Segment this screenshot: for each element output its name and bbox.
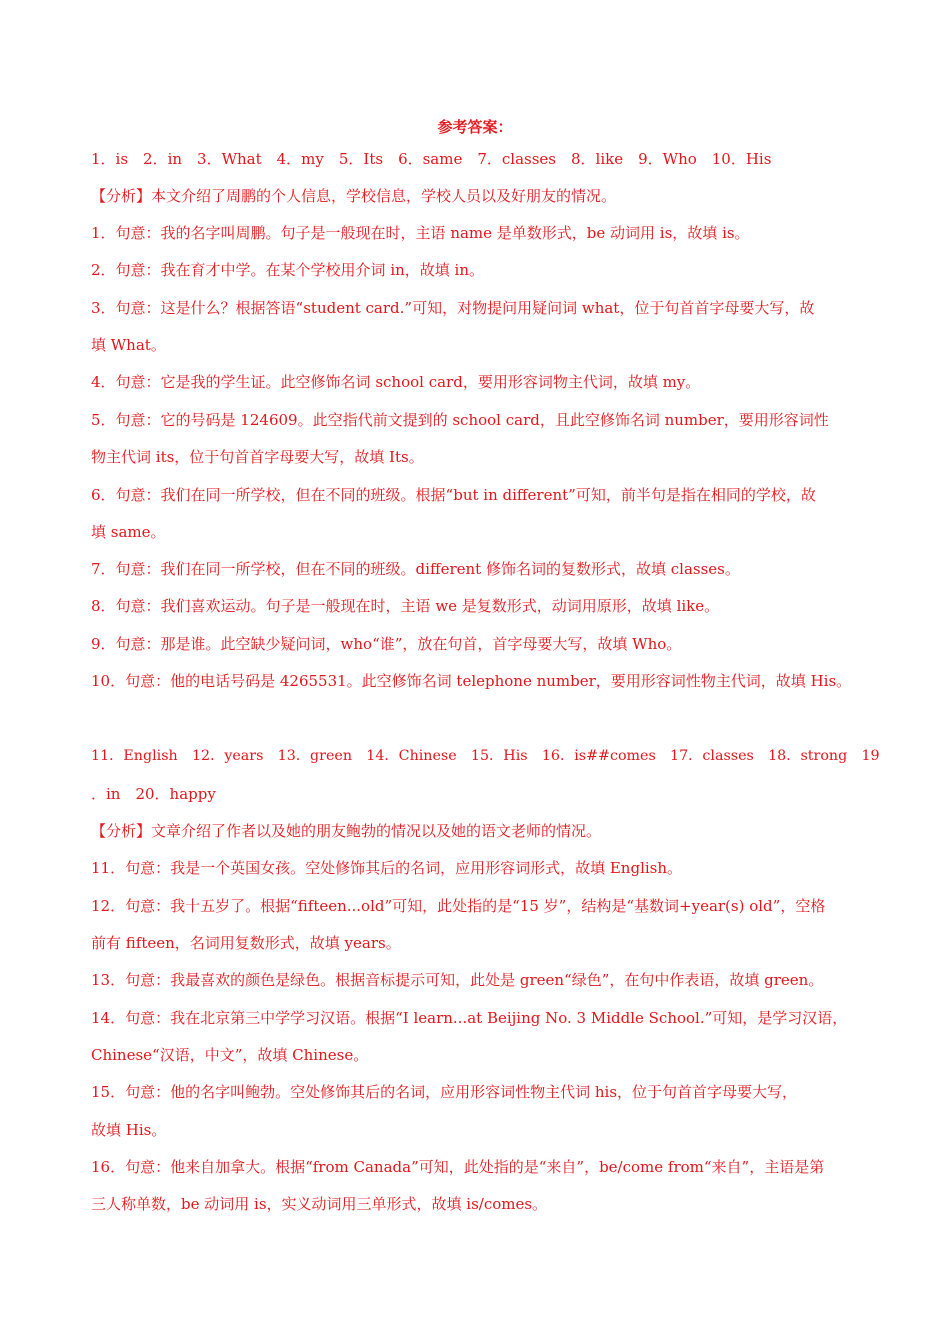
explanation-16: 16．句意：他来自加拿大。根据“from Canada”可知，此处指的是“来自”，be/come from“来自”，主语是第 (91, 1158, 825, 1176)
answers-1-10: 1．is 2．in 3．What 4．my 5．Its 6．same 7．classes 8．like 9．Who 10．His (91, 150, 772, 168)
explanation-1: 1．句意：我的名字叫周鹏。句子是一般现在时，主语 name 是单数形式，be 动词用 is，故填 is。 (91, 224, 750, 242)
explanation-14: 14．句意：我在北京第三中学学习汉语。根据“I learn...at Beijing No. 3 Middle School.”可知，是学习汉语， (91, 1009, 848, 1027)
answers-19-20: ．in 20．happy (91, 785, 216, 803)
explanation-6-cont: 填 same。 (91, 523, 166, 541)
answer-key-title: 参考答案： (437, 118, 513, 136)
explanation-16-cont: 三人称单数，be 动词用 is，实义动词用三单形式，故填 is/comes。 (91, 1195, 548, 1213)
explanation-9: 9．句意：那是谁。此空缺少疑问词，who“谁”，放在句首，首字母要大写，故填 Who。 (91, 635, 682, 653)
explanation-2: 2．句意：我在育才中学。在某个学校用介词 in，故填 in。 (91, 261, 484, 279)
explanation-5: 5．句意：它的号码是 124609。此空指代前文提到的 school card，且此空修饰名词 number，要用形容词性 (91, 411, 829, 429)
explanation-11: 11．句意：我是一个英国女孩。空处修饰其后的名词，应用形容词形式，故填 English。 (91, 859, 683, 877)
explanation-15-cont: 故填 His。 (91, 1121, 167, 1139)
explanation-7: 7．句意：我们在同一所学校，但在不同的班级。different 修饰名词的复数形式，故填 classes。 (91, 560, 740, 578)
explanation-12: 12．句意：我十五岁了。根据“fifteen...old”可知，此处指的是“15 岁”，结构是“基数词+year(s) old”，空格 (91, 897, 826, 915)
explanation-3-cont: 填 What。 (91, 336, 166, 354)
explanation-10: 10．句意：他的电话号码是 4265531。此空修饰名词 telephone number，要用形容词性物主代词，故填 His。 (91, 672, 852, 690)
explanation-14-cont: Chinese“汉语，中文”，故填 Chinese。 (91, 1046, 369, 1064)
explanation-12-cont: 前有 fifteen，名词用复数形式，故填 years。 (91, 934, 401, 952)
explanation-5-cont: 物主代词 its，位于句首首字母要大写，故填 Its。 (91, 448, 424, 466)
explanation-13: 13．句意：我最喜欢的颜色是绿色。根据音标提示可知，此处是 green“绿色”，在句中作表语，故填 green。 (91, 971, 824, 989)
explanation-8: 8．句意：我们喜欢运动。句子是一般现在时，主语 we 是复数形式，动词用原形，故填 like。 (91, 597, 720, 615)
explanation-15: 15．句意：他的名字叫鲍勃。空处修饰其后的名词，应用形容词性物主代词 his，位于句首首字母要大写， (91, 1083, 798, 1101)
explanation-6: 6．句意：我们在同一所学校，但在不同的班级。根据“but in different”可知，前半句是指在相同的学校，故 (91, 486, 816, 504)
explanation-4: 4．句意：它是我的学生证。此空修饰名词 school card，要用形容词物主代词，故填 my。 (91, 373, 701, 391)
analysis-1: 【分析】本文介绍了周鹏的个人信息，学校信息，学校人员以及好朋友的情况。 (91, 187, 617, 205)
explanation-3: 3．句意：这是什么？根据答语“student card.”可知，对物提问用疑问词 what，位于句首首字母要大写，故 (91, 299, 815, 317)
analysis-2: 【分析】文章介绍了作者以及她的朋友鲍勃的情况以及她的语文老师的情况。 (91, 822, 602, 840)
answers-11-19: 11．English 12．years 13．green 14．Chinese 15．His 16．is##comes 17．classes 18．strong 19 (91, 748, 880, 764)
